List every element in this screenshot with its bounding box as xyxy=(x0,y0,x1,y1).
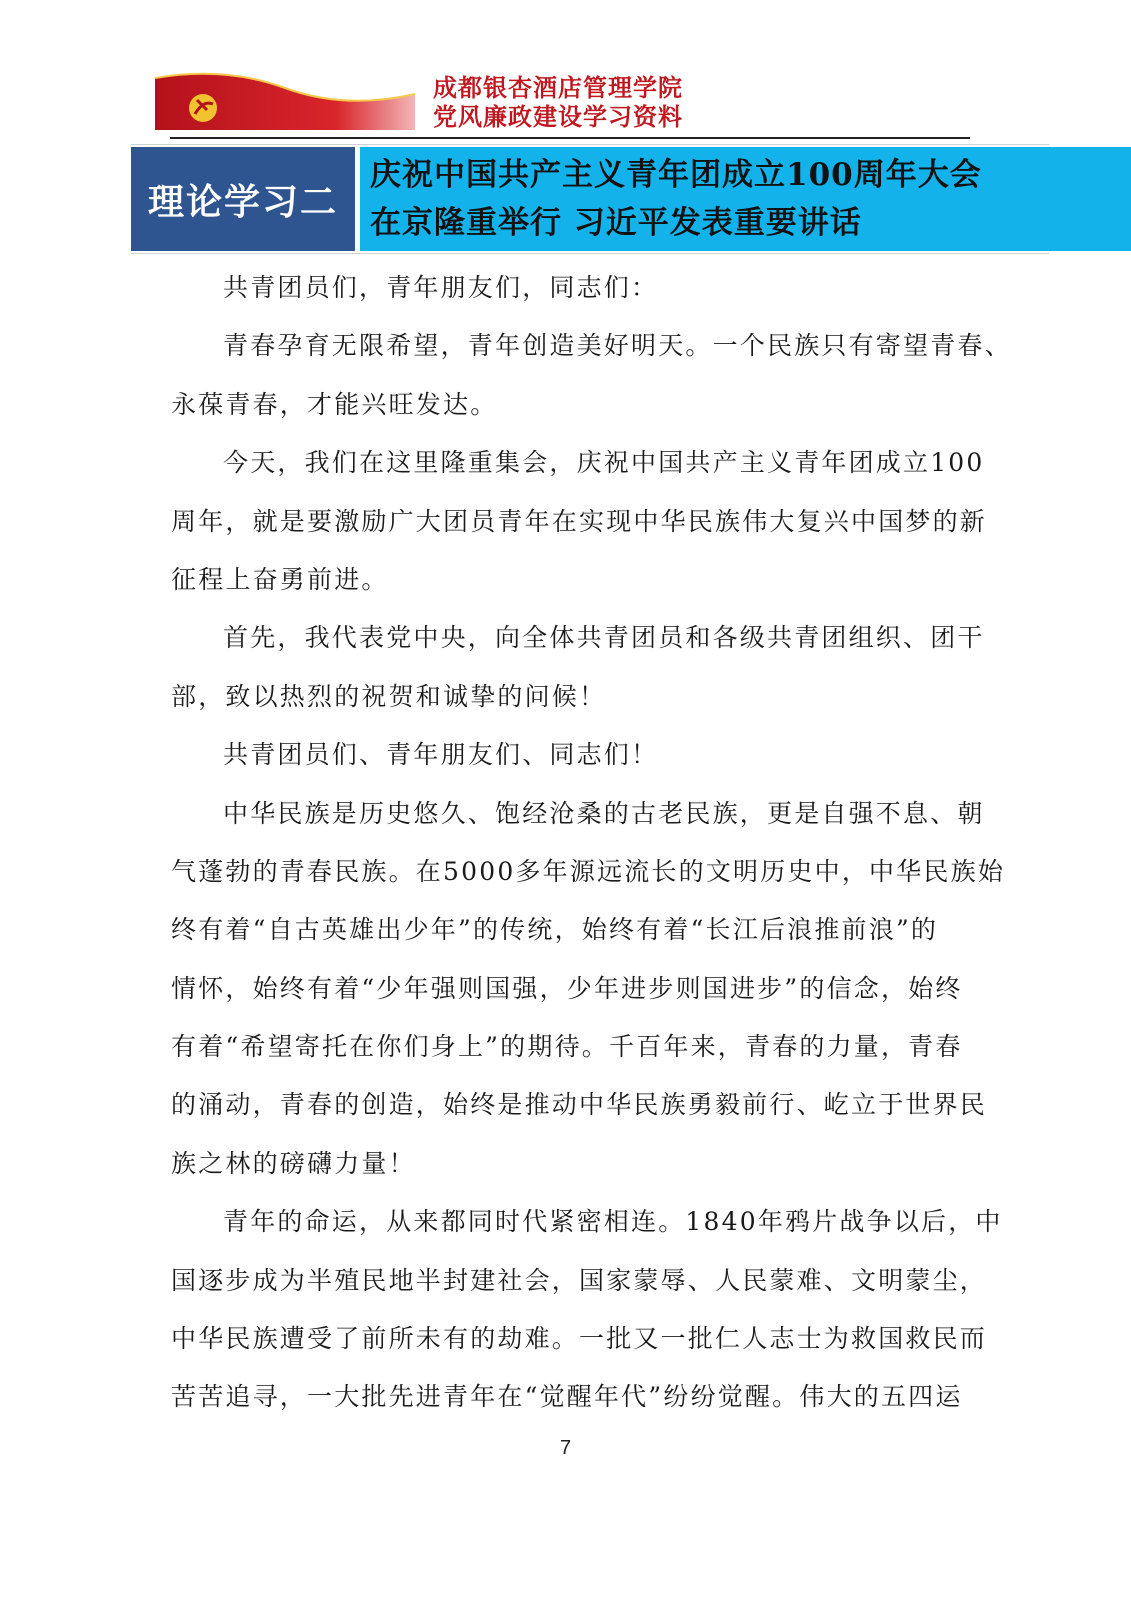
text-line: 中华民族是历史悠久、饱经沧桑的古老民族，更是自强不息、朝 xyxy=(223,798,985,828)
text-line: 国逐步成为半殖民地半封建社会，国家蒙辱、人民蒙难、文明蒙尘， xyxy=(171,1265,988,1295)
document-header xyxy=(150,70,970,138)
text-line: 的涌动，青春的创造，始终是推动中华民族勇毅前行、屹立于世界民 xyxy=(171,1090,988,1120)
text-line: 周年，就是要激励广大团员青年在实现中华民族伟大复兴中国梦的新 xyxy=(171,506,988,536)
text-line: 青年的命运，从来都同时代紧密相连。1840年鸦片战争以后，中 xyxy=(223,1207,1003,1237)
text-line: 征程上奋勇前进。 xyxy=(171,564,389,594)
text-line: 终有着“自古英雄出少年”的传统，始终有着“长江后浪推前浪”的 xyxy=(171,915,939,945)
headline-line-2: 在京隆重举行 习近平发表重要讲话 xyxy=(370,205,862,241)
text-line: 部，致以热烈的祝贺和诚挚的问候！ xyxy=(171,681,607,711)
text-line: 今天，我们在这里隆重集会，庆祝中国共产主义青年团成立100 xyxy=(223,448,985,478)
text-line: 情怀，始终有着“少年强则国强，少年进步则国进步”的信念，始终 xyxy=(171,973,963,1003)
text-line: 共青团员们，青年朋友们，同志们： xyxy=(223,273,659,302)
text-line: 苦苦追寻，一大批先进青年在“觉醒年代”纷纷觉醒。伟大的五四运 xyxy=(171,1382,963,1412)
party-emblem-banner xyxy=(155,70,415,132)
party-emblem-icon xyxy=(155,70,415,132)
headline-line-1: 庆祝中国共产主义青年团成立100周年大会 xyxy=(370,157,982,193)
header-divider xyxy=(170,137,970,139)
text-line: 中华民族遭受了前所未有的劫难。一批又一批仁人志士为救国救民而 xyxy=(171,1324,988,1354)
article-body xyxy=(171,259,1012,1427)
header-title xyxy=(433,74,683,132)
article-headline xyxy=(360,147,1131,251)
text-line: 族之林的磅礴力量！ xyxy=(171,1148,416,1178)
text-line: 青春孕育无限希望，青年创造美好明天。一个民族只有寄望青春、 xyxy=(223,331,1012,361)
text-line: 永葆青春，才能兴旺发达。 xyxy=(171,389,498,419)
text-line: 有着“希望寄托在你们身上”的期待。千百年来，青春的力量，青春 xyxy=(171,1032,963,1062)
text-line: 首先，我代表党中央，向全体共青团员和各级共青团组织、团干 xyxy=(223,623,985,653)
header-line-1: 成都银杏酒店管理学院 xyxy=(433,74,683,102)
title-block xyxy=(131,144,1049,254)
header-line-2: 党风廉政建设学习资料 xyxy=(433,103,683,131)
page-number: 7 xyxy=(559,1437,572,1459)
section-label: 理论学习二 xyxy=(131,147,355,251)
text-line: 气蓬勃的青春民族。在5000多年源远流长的文明历史中，中华民族始 xyxy=(171,856,1006,886)
text-line: 共青团员们、青年朋友们、同志们！ xyxy=(223,740,659,770)
